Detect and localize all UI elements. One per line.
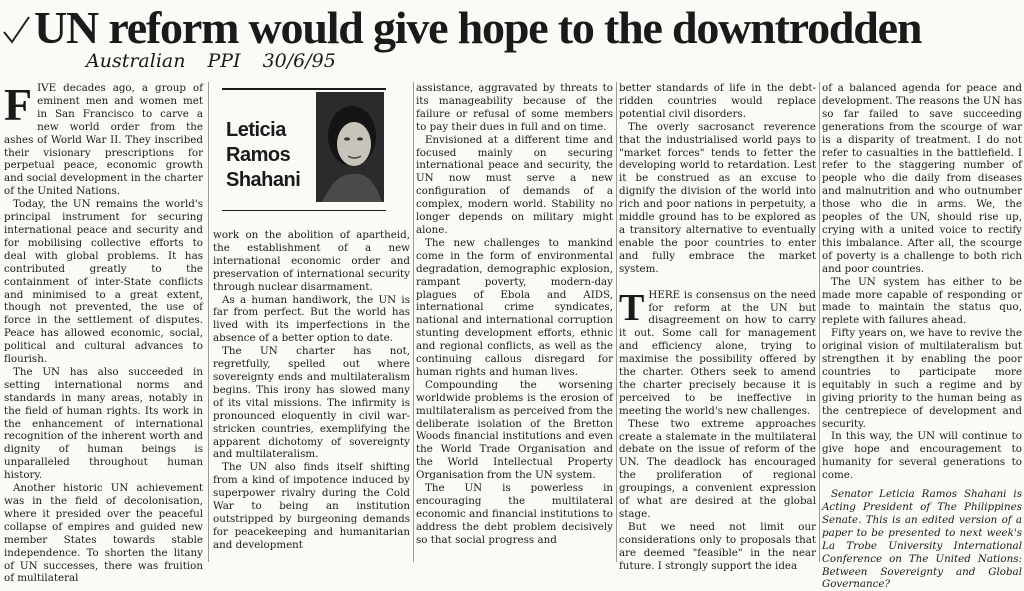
paragraph: Today, the UN remains the world's principal instrument for securing international peace and security and for mobilising collective efforts to deal with global problems. It has contributed greatly to the containment of inter-State conflicts and minimised to a great extent, though not prevented, the use of force in the settlement of disputes. Peace has allowed economic, social, political and cultural advances to flourish. xyxy=(4,198,203,366)
paragraph: In this way, the UN will continue to give hope and encouragement to humanity for several generations to come. xyxy=(822,430,1022,482)
paragraph: The UN has also succeeded in setting international norms and standards in many areas, notably in the field of human rights. Its work in the enhancement of international recognition of the inherent worth and dignity of human beings is unparalleled throughout human history. xyxy=(4,365,203,482)
paragraph: of a balanced agenda for peace and development. The reasons the UN has so far failed to save succeeding generations from the scourge of war is a disparity of treatment. I do not refer to casualties in the battlefield. I refer to the staggering number of people who die daily from diseases and malnutrition and who outnumber those who die in arms. We, the peoples of the UN, should rise up, crying with a united voice to rectify this imbalance. After all, the scourge of poverty is a challenge to both rich and poor countries. xyxy=(822,82,1022,275)
article-column-4 xyxy=(619,82,816,572)
column-rule xyxy=(819,82,820,562)
author-note: Senator Leticia Ramos Shahani is Acting President of The Philippines Senate. This is an edited version of a paper to be presented to next week's La Trobe University International Conference on The United Nations: Between Sovereignty and Global Governance? xyxy=(822,488,1022,591)
paragraph: Envisioned at a different time and focused mainly on securing international peace and security, the UN now must serve a new configuration of demands of a complex, modern world. Stability no longer depends on military might alone. xyxy=(416,133,613,236)
paragraph: Compounding the worsening worldwide problems is the erosion of multilateralism as perceived from the deliberate isolation of the Bretton Woods financial institutions and even the World Trade Organisation and the World Intellectual Property Organisation from the UN system. xyxy=(416,378,613,482)
article-column-5 xyxy=(822,82,1022,591)
paragraph: THERE is consensus on the need for reform at the UN but disagreement on how to carry it out. Some call for management and efficiency alone, trying to maximise the possibility offered by the charter. Others seek to amend the charter precisely because it is perceived to be ineffective in meeting the world's new challenges. xyxy=(619,286,816,417)
handwritten-annotation xyxy=(86,50,416,80)
paragraph: The UN also finds itself shifting from a kind of impotence induced by superpower rivalry during the Cold War to being an institution outstripped by burgeoning demands for peacekeeping and humanitarian and development xyxy=(213,461,410,551)
paragraph: Another historic UN achievement was in the field of decolonisation, where it presided over the peaceful collapse of empires and guided new member States towards stable independence. To shorten the litany of UN successes, there was fruition of multilateral xyxy=(4,482,203,585)
paragraph: Fifty years on, we have to revive the original vision of multilateralism but strengthen it by enabling the poor countries to participate more equitably in such a regime and by giving priority to the human being as the centrepiece of development and security. xyxy=(822,327,1022,430)
paragraph: The overly sacrosanct reverence that the industrialised world pays to "market forces" tends to fetter the developing world to retardation. Lest it be construed as an excuse to dignify the division of the world into rich and poor nations in perpetuity, a middle ground has to be explored as a transitory alternative to eventually enable the poor countries to enter and fully embrace the market system. xyxy=(619,120,816,275)
paragraph: The new challenges to mankind come in the form of environmental degradation, demographic explosion, rampant poverty, modern-day plagues of Ebola and AIDS, international crime syndicates, national and international corruption stunting development efforts, ethnic and regional conflicts, as well as the continuing callous disregard for human rights and human lives. xyxy=(416,236,613,378)
paragraph: FIVE decades ago, a group of eminent men and women met in San Francisco to carve a new world order from the ashes of World War II. They inscribed their visionary prescriptions for perpetual peace, economic growth and social development in the charter of the United Nations. xyxy=(4,79,203,198)
drop-cap: F xyxy=(4,79,33,130)
article-column-3 xyxy=(416,82,613,563)
paragraph: As a human handiwork, the UN is far from perfect. But the world has lived with its imperfections in the absence of a better option to date. xyxy=(213,293,410,345)
handwritten-code: PPI xyxy=(207,50,241,72)
handwritten-publication: Australian xyxy=(86,50,186,72)
author-portrait xyxy=(316,92,384,202)
paragraph: assistance, aggravated by threats to its manageability because of the failure or refusal of some members to pay their dues in full and on time. xyxy=(416,82,613,133)
article-column-2 xyxy=(213,229,410,563)
author-name: Leticia Ramos Shahani xyxy=(226,119,301,191)
paragraph: work on the abolition of apartheid, the establishment of a new international economic order and preservation of international security through nuclear disarmament. xyxy=(213,229,410,293)
paragraph: The UN charter has not, regretfully, spelled out where sovereignty ends and multilateralism begins. This irony has slowed many of its vital missions. The infirmity is pronounced eloquently in civil war-stricken countries, exemplifying the apparent dichotomy of sovereignty and multilateralism. xyxy=(213,345,410,461)
headline: UN reform would give hope to the downtrodden xyxy=(34,2,922,53)
paragraph: better standards of life in the debt-ridden countries would replace potential civil disorders. xyxy=(619,82,816,120)
paragraph: The UN system has either to be made more capable of responding or made to maintain the status quo, replete with failures ahead. xyxy=(822,275,1022,327)
author-byline-box xyxy=(222,88,386,211)
article-column-1 xyxy=(4,79,203,585)
handwritten-check-mark xyxy=(2,14,32,48)
drop-cap: T xyxy=(619,286,645,329)
column-rule xyxy=(616,82,617,562)
paragraph: The UN is powerless in encouraging the multilateral economic and financial institutions to address the debt problem decisively so that social progress and xyxy=(416,482,613,546)
column-rule xyxy=(208,82,209,562)
paragraph: These two extreme approaches create a stalemate in the multilateral debate on the issue of reform of the UN. The deadlock has encouraged the proliferation of regional groupings, a convenient expression of what are desired at the global stage. xyxy=(619,417,816,520)
handwritten-date: 30/6/95 xyxy=(262,50,336,72)
column-rule xyxy=(413,82,414,562)
paragraph: But we need not limit our considerations only to proposals that are deemed "feasible" in the near future. I strongly support the idea xyxy=(619,520,816,572)
